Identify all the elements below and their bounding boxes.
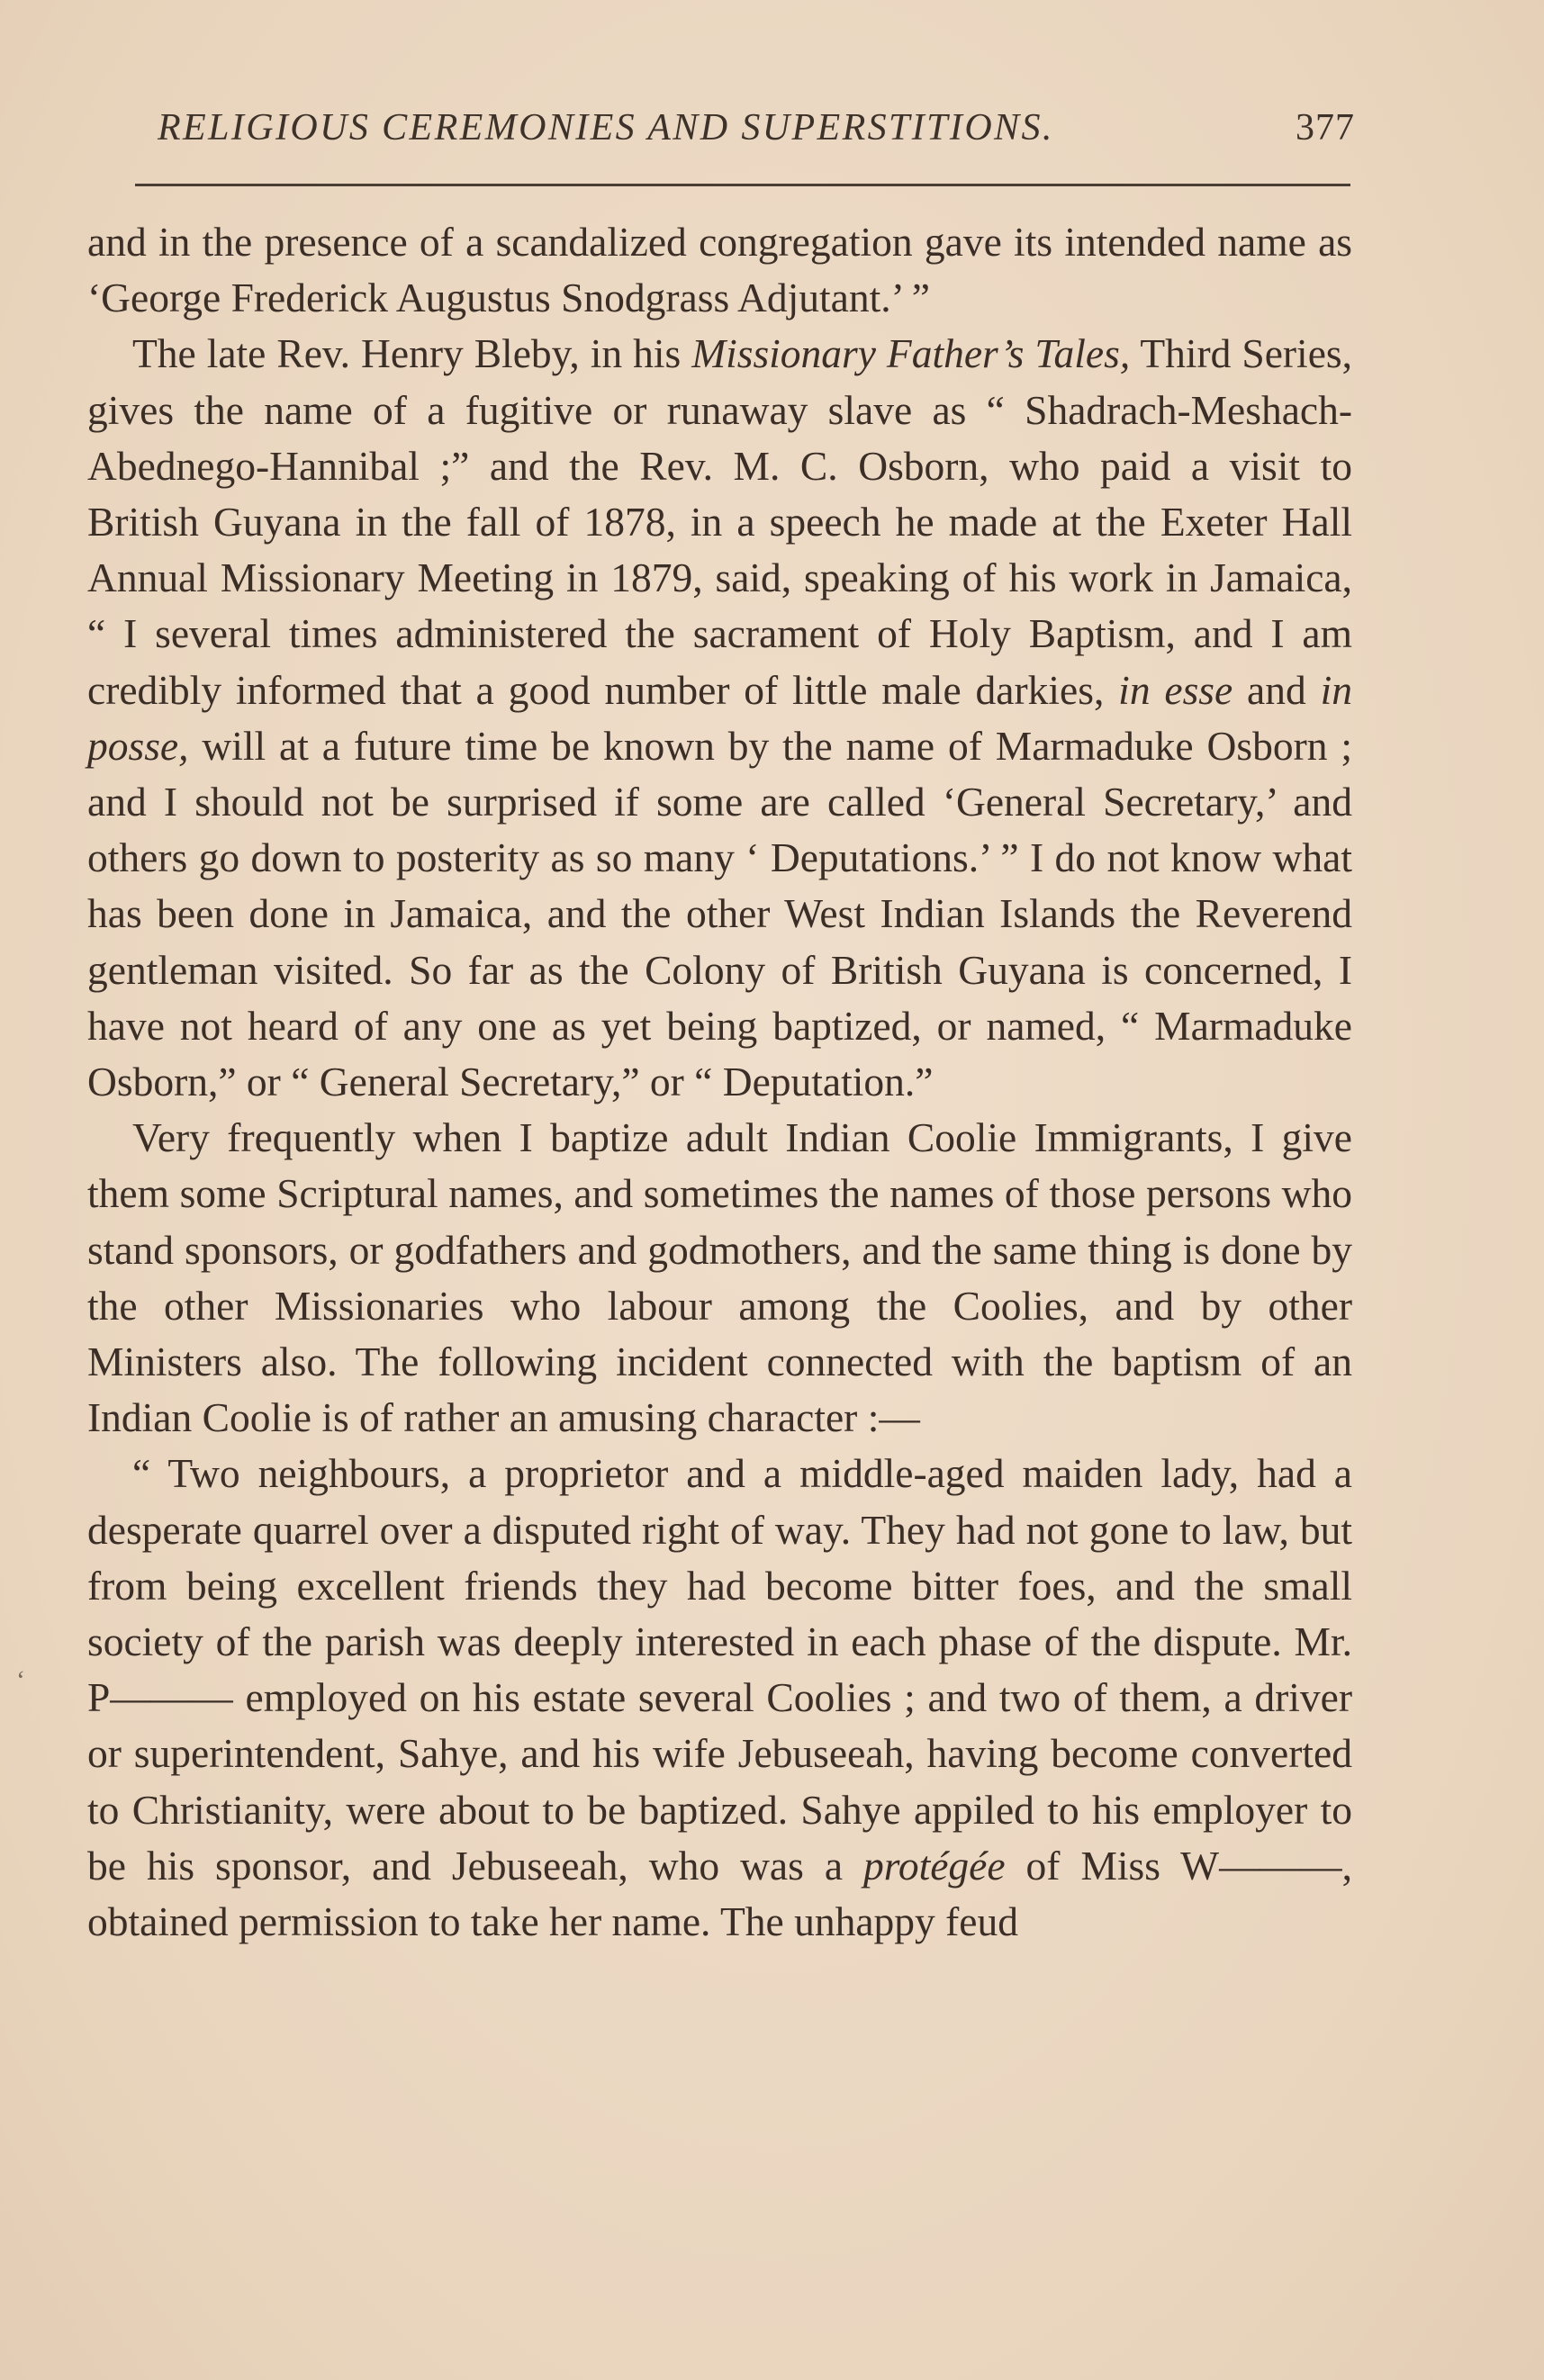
running-title: RELIGIOUS CEREMONIES AND SUPERSTITIONS. <box>158 107 1054 149</box>
paragraph-4-text-b: of Miss W———, obtained permission to take her name. The unhappy feud <box>87 1842 1352 1945</box>
paragraph-2-and: and <box>1232 666 1321 713</box>
paragraph-4-text-a: “ Two neighbours, a proprietor and a middle-aged maiden lady, had a desperate quarrel over a disputed right of way. They had not gone to law, but from being excellent friends they had become bitter foes, and the small society of the parish was deeply interested in each phase of the dispute. Mr. P——— employed on his estate several Coolies ; and two of them, a driver or superintendent, Sahye, and his wife Jebuseeah, having become converted to Christianity, were about to be baptized. Sahye appiled to his employer to be his sponsor, and Jebuseeah, who was a <box>87 1450 1352 1889</box>
header-rule <box>135 184 1350 186</box>
paragraph-2-text-b: Third Series, gives the name of a fugitive or runaway slave as “ Shadrach-Meshach-Abednego-Hannibal ;” and the Rev. M. C. Osborn, who paid a visit to British Guyana in the fall of 1878, in a speech he made at the Exeter Hall Annual Missionary Meeting in 1879, said, speaking of his work in Jamaica, “ I several times administered the sacrament of Holy Baptism, and I am credibly informed that a good number of little male darkies, <box>87 330 1352 713</box>
latin-in-esse: in esse <box>1118 666 1233 713</box>
paragraph-2-text-c: will at a future time be known by the name of Marmaduke Osborn ; and I should not be surprised if some are called ‘General Secretary,’ and others go down to posterity as so many ‘ Deputations.’ ” I do not know what has been done in Jamaica, and the other West Indian Islands the Reverend gentleman visited. So far as the Colony of British Guyana is concerned, I have not heard of any one as yet being baptized, or named, “ Marmaduke Osborn,” or “ General Secretary,” or “ Deputation.” <box>87 722 1352 1105</box>
protegee-italic: protégée <box>863 1842 1006 1889</box>
paragraph-2-text-a: The late Rev. Henry Bleby, in his <box>132 330 692 377</box>
book-title-italic: Missionary Father’s Tales, <box>691 330 1131 377</box>
paragraph-4 <box>87 1446 1352 1950</box>
paragraph-3 <box>87 1110 1352 1446</box>
margin-speck: ‘ <box>16 1665 25 1695</box>
paragraph-2 <box>87 326 1352 1110</box>
paragraph-1-text: and in the presence of a scandalized congregation gave its intended name as ‘George Frederick Augustus Snodgrass Adjutant.’ ” <box>87 219 1352 321</box>
running-header <box>158 106 1355 160</box>
latin-in-posse: in posse, <box>87 666 1353 769</box>
paragraph-1 <box>87 214 1352 326</box>
paragraph-3-text: Very frequently when I baptize adult Indian Coolie Immigrants, I give them some Scriptural names, and sometimes the names of those persons who stand sponsors, or godfathers and godmothers, and the same thing is done by the other Missionaries who labour among the Coolies, and by other Ministers also. The following incident connected with the baptism of an Indian Coolie is of rather an amusing character :— <box>87 1114 1352 1441</box>
body-text <box>87 214 1352 1950</box>
page-number: 377 <box>1296 107 1355 149</box>
